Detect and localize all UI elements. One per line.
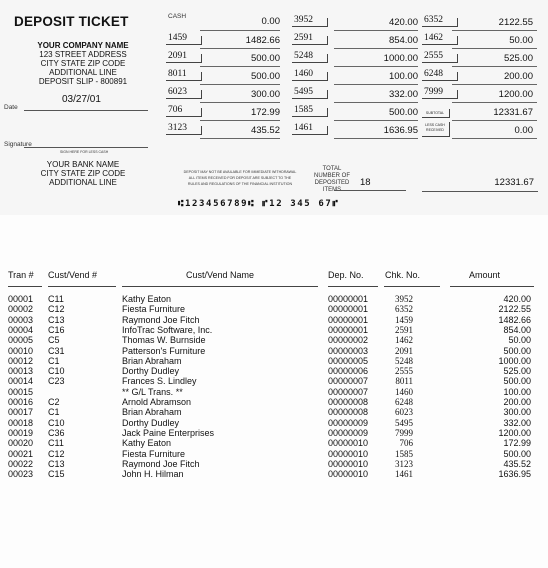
check-number: 5248: [294, 51, 313, 61]
table-row: [0, 469, 548, 480]
cell-tran: 00023: [8, 469, 34, 480]
check-number: 5495: [294, 87, 313, 97]
cell-tran: 00018: [8, 417, 34, 428]
cash-amount-line: [200, 30, 280, 31]
cell-amount: 525.00: [503, 366, 531, 377]
check-amount: 500.00: [388, 107, 418, 118]
total-items-label: TOTAL NUMBER OF DEPOSITED ITEMS: [314, 166, 350, 193]
check-number: 3952: [294, 15, 313, 25]
cash-amount: 0.00: [261, 16, 280, 27]
company-city: CITY STATE ZIP CODE: [40, 59, 126, 68]
check-number-field: [292, 51, 330, 63]
cell-tran: 00005: [8, 335, 34, 346]
cell-amount: 500.00: [503, 448, 531, 459]
cell-dep: 00000002: [328, 335, 369, 346]
bank-additional: ADDITIONAL LINE: [49, 178, 117, 187]
cell-dep: 00000001: [328, 294, 369, 304]
check-number-bracket: [292, 72, 328, 81]
check-number-bracket: [292, 54, 328, 63]
cell-chk: 6023: [395, 407, 413, 418]
check-amount-line: [200, 138, 280, 139]
cell-tran: 00019: [8, 427, 34, 438]
cell-tran: 00022: [8, 458, 34, 469]
cell-amount: 500.00: [503, 345, 531, 356]
cell-chk: 3952: [395, 294, 413, 304]
check-number-bracket: [292, 90, 328, 99]
header-dep-underline: [328, 286, 378, 287]
total-items-line: [334, 190, 406, 191]
check-number-bracket: [292, 126, 328, 135]
check-amount-line: [334, 138, 418, 139]
check-amount-line: [452, 66, 537, 67]
check-amount-line: [334, 120, 418, 121]
check-amount-line: [334, 30, 418, 31]
cell-chk: 6352: [395, 304, 413, 315]
check-number-field: [166, 87, 204, 99]
cell-name: Brian Abraham: [122, 407, 182, 418]
date-label: Date: [4, 104, 18, 111]
cell-tran: 00016: [8, 397, 34, 407]
total-items-value: 18: [360, 177, 371, 188]
cell-name: Dorthy Dudley: [122, 366, 180, 377]
signature-label: Signature: [4, 141, 32, 148]
check-number: 2591: [294, 33, 313, 43]
cell-amount: 1200.00: [498, 427, 531, 438]
check-number-bracket: [292, 108, 328, 117]
cell-chk: 5248: [395, 355, 413, 366]
check-amount: 200.00: [503, 71, 533, 82]
cell-chk: 2591: [395, 324, 413, 335]
header-cust: Cust/Vend #: [48, 270, 98, 280]
cell-dep: 00000010: [328, 458, 369, 469]
grand-total: 12331.67: [494, 177, 534, 188]
cell-amount: 200.00: [503, 397, 531, 407]
cell-name: Brian Abraham: [122, 355, 182, 366]
check-amount-line: [334, 66, 418, 67]
cell-cust: C10: [48, 366, 65, 377]
check-amount: 300.00: [250, 89, 280, 100]
check-amount-line: [334, 48, 418, 49]
cell-tran: 00012: [8, 355, 34, 366]
check-number: 6023: [168, 87, 187, 97]
check-number-bracket: [422, 54, 458, 63]
check-number: 1459: [168, 33, 187, 43]
check-amount-line: [334, 102, 418, 103]
fine-print-line-1: DEPOSIT MAY NOT BE AVAILABLE FOR IMMEDIATE WITHDRAWAL: [183, 170, 297, 174]
company-name: YOUR COMPANY NAME: [37, 41, 129, 50]
report-header: [0, 270, 548, 284]
cell-tran: 00020: [8, 438, 34, 449]
check-number-bracket: [166, 108, 202, 117]
check-number-bracket: [166, 72, 202, 81]
cell-chk: 1459: [395, 314, 413, 325]
check-number: 1462: [424, 33, 443, 43]
check-number-field: [166, 123, 204, 135]
cell-dep: 00000003: [328, 345, 369, 356]
cell-dep: 00000001: [328, 304, 369, 315]
cell-chk: 1460: [395, 386, 413, 397]
cell-name: Jack Paine Enterprises: [122, 427, 215, 438]
check-number: 2091: [168, 51, 187, 61]
check-number-field: [292, 105, 330, 117]
cell-amount: 435.52: [503, 458, 531, 469]
cell-dep: 00000006: [328, 366, 369, 377]
check-number-bracket: [166, 54, 202, 63]
check-number-field: [292, 15, 330, 27]
cell-amount: 420.00: [503, 294, 531, 304]
header-amount: Amount: [469, 270, 501, 280]
check-number-bracket: [166, 90, 202, 99]
cell-chk: 8011: [395, 376, 413, 387]
check-amount: 854.00: [388, 35, 418, 46]
cell-dep: 00000007: [328, 386, 369, 397]
cell-dep: 00000005: [328, 355, 369, 366]
cell-chk: 6248: [395, 397, 413, 407]
check-amount: 172.99: [250, 107, 280, 118]
check-number: 1461: [294, 123, 313, 133]
check-amount-line: [452, 30, 537, 31]
cell-amount: 172.99: [503, 438, 531, 449]
cell-name: Raymond Joe Fitch: [122, 314, 200, 325]
check-amount-line: [334, 84, 418, 85]
cash-label: CASH: [168, 13, 187, 20]
cell-name: Fiesta Furniture: [122, 448, 186, 459]
check-number-field: [166, 105, 204, 117]
check-number: 706: [168, 105, 183, 115]
micr-line: ⑆123456789⑆ ⑈12 345 67⑈: [178, 199, 340, 209]
check-amount: 50.00: [509, 35, 533, 46]
cell-chk: 2091: [395, 345, 413, 356]
cell-cust: C12: [48, 304, 65, 315]
cell-amount: 1000.00: [498, 355, 531, 366]
cell-tran: 00003: [8, 314, 34, 325]
cell-tran: 00004: [8, 324, 34, 335]
cell-amount: 100.00: [503, 386, 531, 397]
cell-name: Kathy Eaton: [122, 438, 172, 449]
cell-chk: 5495: [395, 417, 413, 428]
cell-name: Thomas W. Burnside: [122, 335, 206, 346]
ticket-title: DEPOSIT TICKET: [14, 14, 129, 29]
cell-amount: 500.00: [503, 376, 531, 387]
check-number: 2555: [424, 51, 443, 61]
check-amount-line: [200, 102, 280, 103]
cell-amount: 1636.95: [498, 469, 531, 480]
check-amount-line: [200, 120, 280, 121]
check-amount-line: [200, 66, 280, 67]
signature-line[interactable]: [24, 147, 148, 148]
cell-name: InfoTrac Software, Inc.: [122, 324, 213, 335]
check-number-bracket: [422, 36, 458, 45]
check-amount: 1000.00: [383, 53, 418, 64]
check-number-bracket: [292, 36, 328, 45]
cell-dep: 00000010: [328, 469, 369, 480]
check-number-field: [422, 15, 460, 27]
check-amount: 525.00: [503, 53, 533, 64]
header-amount-underline: [450, 286, 534, 287]
check-amount: 2122.55: [498, 17, 533, 28]
cell-name: Fiesta Furniture: [122, 304, 186, 315]
check-number-field: [166, 33, 204, 45]
less-cash-line: [452, 138, 537, 139]
date-value: 03/27/01: [62, 94, 101, 105]
cell-name: Patterson's Furniture: [122, 345, 206, 356]
cell-dep: 00000009: [328, 427, 369, 438]
check-amount: 332.00: [388, 89, 418, 100]
header-chk-underline: [384, 286, 440, 287]
cell-tran: 00021: [8, 448, 34, 459]
check-amount: 100.00: [388, 71, 418, 82]
company-street: 123 STREET ADDRESS: [39, 50, 127, 59]
cell-dep: 00000008: [328, 397, 369, 407]
company-additional: ADDITIONAL LINE: [49, 68, 117, 77]
check-amount: 1482.66: [245, 35, 280, 46]
check-number-field: [422, 87, 460, 99]
cell-tran: 00002: [8, 304, 34, 315]
cell-dep: 00000009: [328, 417, 369, 428]
check-number: 3123: [168, 123, 187, 133]
cell-amount: 300.00: [503, 407, 531, 418]
check-number: 1585: [294, 105, 313, 115]
cell-dep: 00000001: [328, 324, 369, 335]
header-chk: Chk. No.: [385, 270, 421, 280]
cell-dep: 00000007: [328, 376, 369, 387]
check-number: 6248: [424, 69, 443, 79]
check-number-field: [292, 69, 330, 81]
check-number-field: [422, 51, 460, 63]
check-amount-line: [452, 48, 537, 49]
cell-amount: 854.00: [503, 324, 531, 335]
cell-name: John H. Hilman: [122, 469, 184, 480]
fine-print: [172, 169, 308, 187]
cell-tran: 00001: [8, 294, 34, 304]
check-number-field: [166, 69, 204, 81]
cell-cust: C10: [48, 417, 65, 428]
cell-chk: 3123: [395, 458, 413, 469]
fine-print-line-3: RULES AND REGULATIONS OF THE FINANCIAL INSTITUTION: [187, 182, 293, 186]
cell-chk: 1585: [395, 448, 413, 459]
bank-address-block: [22, 160, 144, 187]
company-address-block: [22, 41, 144, 86]
check-amount: 435.52: [250, 125, 280, 136]
header-tran: Tran #: [8, 270, 34, 280]
check-number: 6352: [424, 15, 443, 25]
bank-name: YOUR BANK NAME: [46, 160, 120, 169]
check-number-bracket: [292, 18, 328, 27]
cell-tran: 00017: [8, 407, 34, 418]
check-number: 7999: [424, 87, 443, 97]
cell-cust: C13: [48, 314, 65, 325]
check-amount: 420.00: [388, 17, 418, 28]
cell-dep: 00000008: [328, 407, 369, 418]
check-number-field: [292, 33, 330, 45]
deposit-slip-number: DEPOSIT SLIP - 800891: [38, 77, 128, 86]
check-number-bracket: [422, 72, 458, 81]
cell-tran: 00014: [8, 376, 34, 387]
cell-chk: 7999: [395, 427, 413, 438]
cell-cust: C16: [48, 324, 65, 335]
cell-cust: C11: [48, 294, 64, 304]
cell-name: Frances S. Lindley: [122, 376, 197, 387]
header-name-underline: [122, 286, 318, 287]
deposit-ticket: [0, 0, 548, 215]
check-amount-line: [200, 48, 280, 49]
bank-city: CITY STATE ZIP CODE: [40, 169, 126, 178]
check-number-bracket: [166, 126, 202, 135]
cell-amount: 50.00: [508, 335, 531, 346]
check-number: 1460: [294, 69, 313, 79]
check-amount: 1636.95: [383, 125, 418, 136]
check-number-field: [166, 51, 204, 63]
cell-tran: 00015: [8, 386, 34, 397]
header-cust-underline: [48, 286, 116, 287]
cell-cust: C13: [48, 458, 65, 469]
cell-dep: 00000010: [328, 438, 369, 449]
cell-cust: C2: [48, 397, 60, 407]
cell-chk: 2555: [395, 366, 413, 377]
cell-cust: C23: [48, 376, 65, 387]
check-amount-line: [200, 84, 280, 85]
signature-note: SIGN HERE FOR LESS CASH: [60, 150, 109, 154]
cell-chk: 1461: [395, 469, 413, 480]
cell-amount: 2122.55: [498, 304, 531, 315]
check-amount: 500.00: [250, 53, 280, 64]
check-number-field: [422, 69, 460, 81]
cell-chk: 1462: [395, 335, 413, 346]
check-number-field: [422, 33, 460, 45]
cell-tran: 00010: [8, 345, 34, 356]
cell-name: Arnold Abramson: [122, 397, 192, 407]
header-dep: Dep. No.: [328, 270, 364, 280]
cell-name: Kathy Eaton: [122, 294, 172, 304]
check-number-field: [292, 123, 330, 135]
cell-cust: C1: [48, 407, 60, 418]
less-cash-label: LESS CASH RECEIVED: [425, 123, 445, 132]
cell-dep: 00000001: [328, 314, 369, 325]
subtotal-label: SUBTOTAL: [425, 111, 445, 115]
cell-amount: 332.00: [503, 417, 531, 428]
cell-cust: C5: [48, 335, 60, 346]
check-amount: 500.00: [250, 71, 280, 82]
check-amount-line: [452, 84, 537, 85]
check-number-bracket: [422, 18, 458, 27]
check-amount: 1200.00: [498, 89, 533, 100]
check-number-bracket: [422, 90, 458, 99]
header-tran-underline: [8, 286, 42, 287]
check-amount-line: [452, 102, 537, 103]
cell-tran: 00013: [8, 366, 34, 377]
date-line: [24, 110, 148, 111]
less-cash-value: 0.00: [514, 125, 533, 136]
cell-cust: C11: [48, 438, 64, 449]
cell-chk: 706: [399, 438, 413, 449]
cell-name: ** G/L Trans. **: [122, 386, 183, 397]
subtotal-line: [452, 120, 537, 121]
header-name: Cust/Vend Name: [186, 270, 255, 280]
grand-total-line: [422, 191, 538, 192]
cell-cust: C31: [48, 345, 65, 356]
cell-amount: 1482.66: [498, 314, 531, 325]
check-number-bracket: [166, 36, 202, 45]
check-number-field: [292, 87, 330, 99]
cell-name: Dorthy Dudley: [122, 417, 180, 428]
cell-cust: C12: [48, 448, 65, 459]
cell-cust: C1: [48, 355, 60, 366]
cell-name: Raymond Joe Fitch: [122, 458, 200, 469]
fine-print-line-2: ALL ITEMS RECEIVED FOR DEPOSIT ARE SUBJECT TO THE: [188, 176, 292, 180]
cell-cust: C15: [48, 469, 65, 480]
cell-cust: C36: [48, 427, 65, 438]
subtotal-value: 12331.67: [493, 107, 533, 118]
check-number: 8011: [168, 69, 187, 79]
cell-dep: 00000010: [328, 448, 369, 459]
